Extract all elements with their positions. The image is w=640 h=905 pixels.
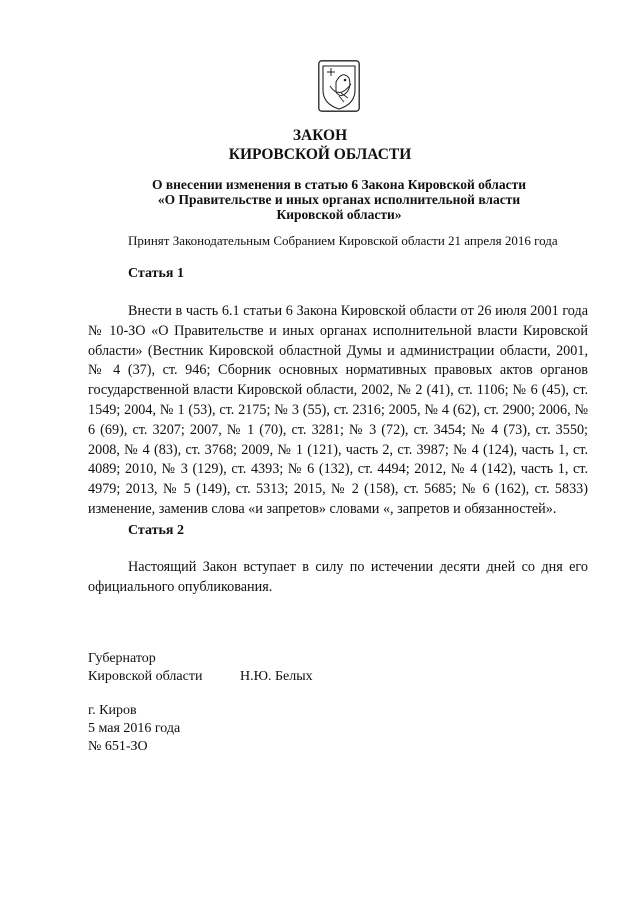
signatory-position-line-1: Губернатор	[88, 651, 156, 666]
article-1-text: Внести в часть 6.1 статьи 6 Закона Кировской области от 26 июля 2001 года № 10-ЗО «О Правительстве и иных органах исполнительной власти Кировской области» (Вестник Кировской областной Думы и администрации области, 2001, № 4 (37), ст. 946; Сборник основных нормативных правовых актов органов государственной власти Кировской области, 2002, № 2 (41), ст. 1106; № 6 (45), ст. 1549; 2004, № 1 (53), ст. 2175; № 3 (55), ст. 2316; 2005, № 4 (62), ст. 2900; 2006, № 6 (69), ст. 3207; 2007, № 1 (70), ст. 3281; № 3 (72), ст. 3454; № 4 (73), ст. 3550; 2008, № 4 (83), ст. 3768; 2009, № 1 (121), часть 2, ст. 3987; № 4 (124), часть 1, ст. 4089; 2010, № 3 (129), ст. 4393; № 6 (132), ст. 4494; 2012, № 4 (142), часть 1, ст. 4979; 2013, № 5 (149), ст. 5313; 2015, № 2 (158), ст. 5685; № 6 (162), ст. 5833) изменение, заменив слова «и запретов» словами «, запретов и обязанностей».	[88, 303, 588, 517]
law-number: № 651-ЗО	[88, 739, 148, 754]
title-line-1: ЗАКОН	[292, 127, 348, 144]
article-2-heading: Статья 2	[128, 523, 184, 538]
article-1-heading: Статья 1	[128, 266, 184, 281]
article-2-text: Настоящий Закон вступает в силу по истечении десяти дней со дня его официального опубликования.	[88, 559, 588, 595]
signatory-position-line-2: Кировской области	[88, 669, 203, 684]
document-subtitle	[118, 177, 560, 222]
title-line-2: КИРОВСКОЙ ОБЛАСТИ	[228, 146, 412, 163]
subtitle-line-2: «О Правительстве и иных органах исполнительной власти	[157, 192, 521, 207]
adoption-statement: Принят Законодательным Собранием Кировской области 21 апреля 2016 года	[128, 233, 558, 248]
signing-city: г. Киров	[88, 703, 137, 718]
signing-date: 5 мая 2016 года	[88, 721, 181, 736]
coat-of-arms-icon	[318, 60, 360, 112]
subtitle-line-3: Кировской области»	[276, 207, 402, 222]
document-title	[0, 126, 640, 164]
subtitle-line-1: О внесении изменения в статью 6 Закона Кировской области	[151, 177, 527, 192]
signatory-name: Н.Ю. Белых	[240, 669, 313, 684]
